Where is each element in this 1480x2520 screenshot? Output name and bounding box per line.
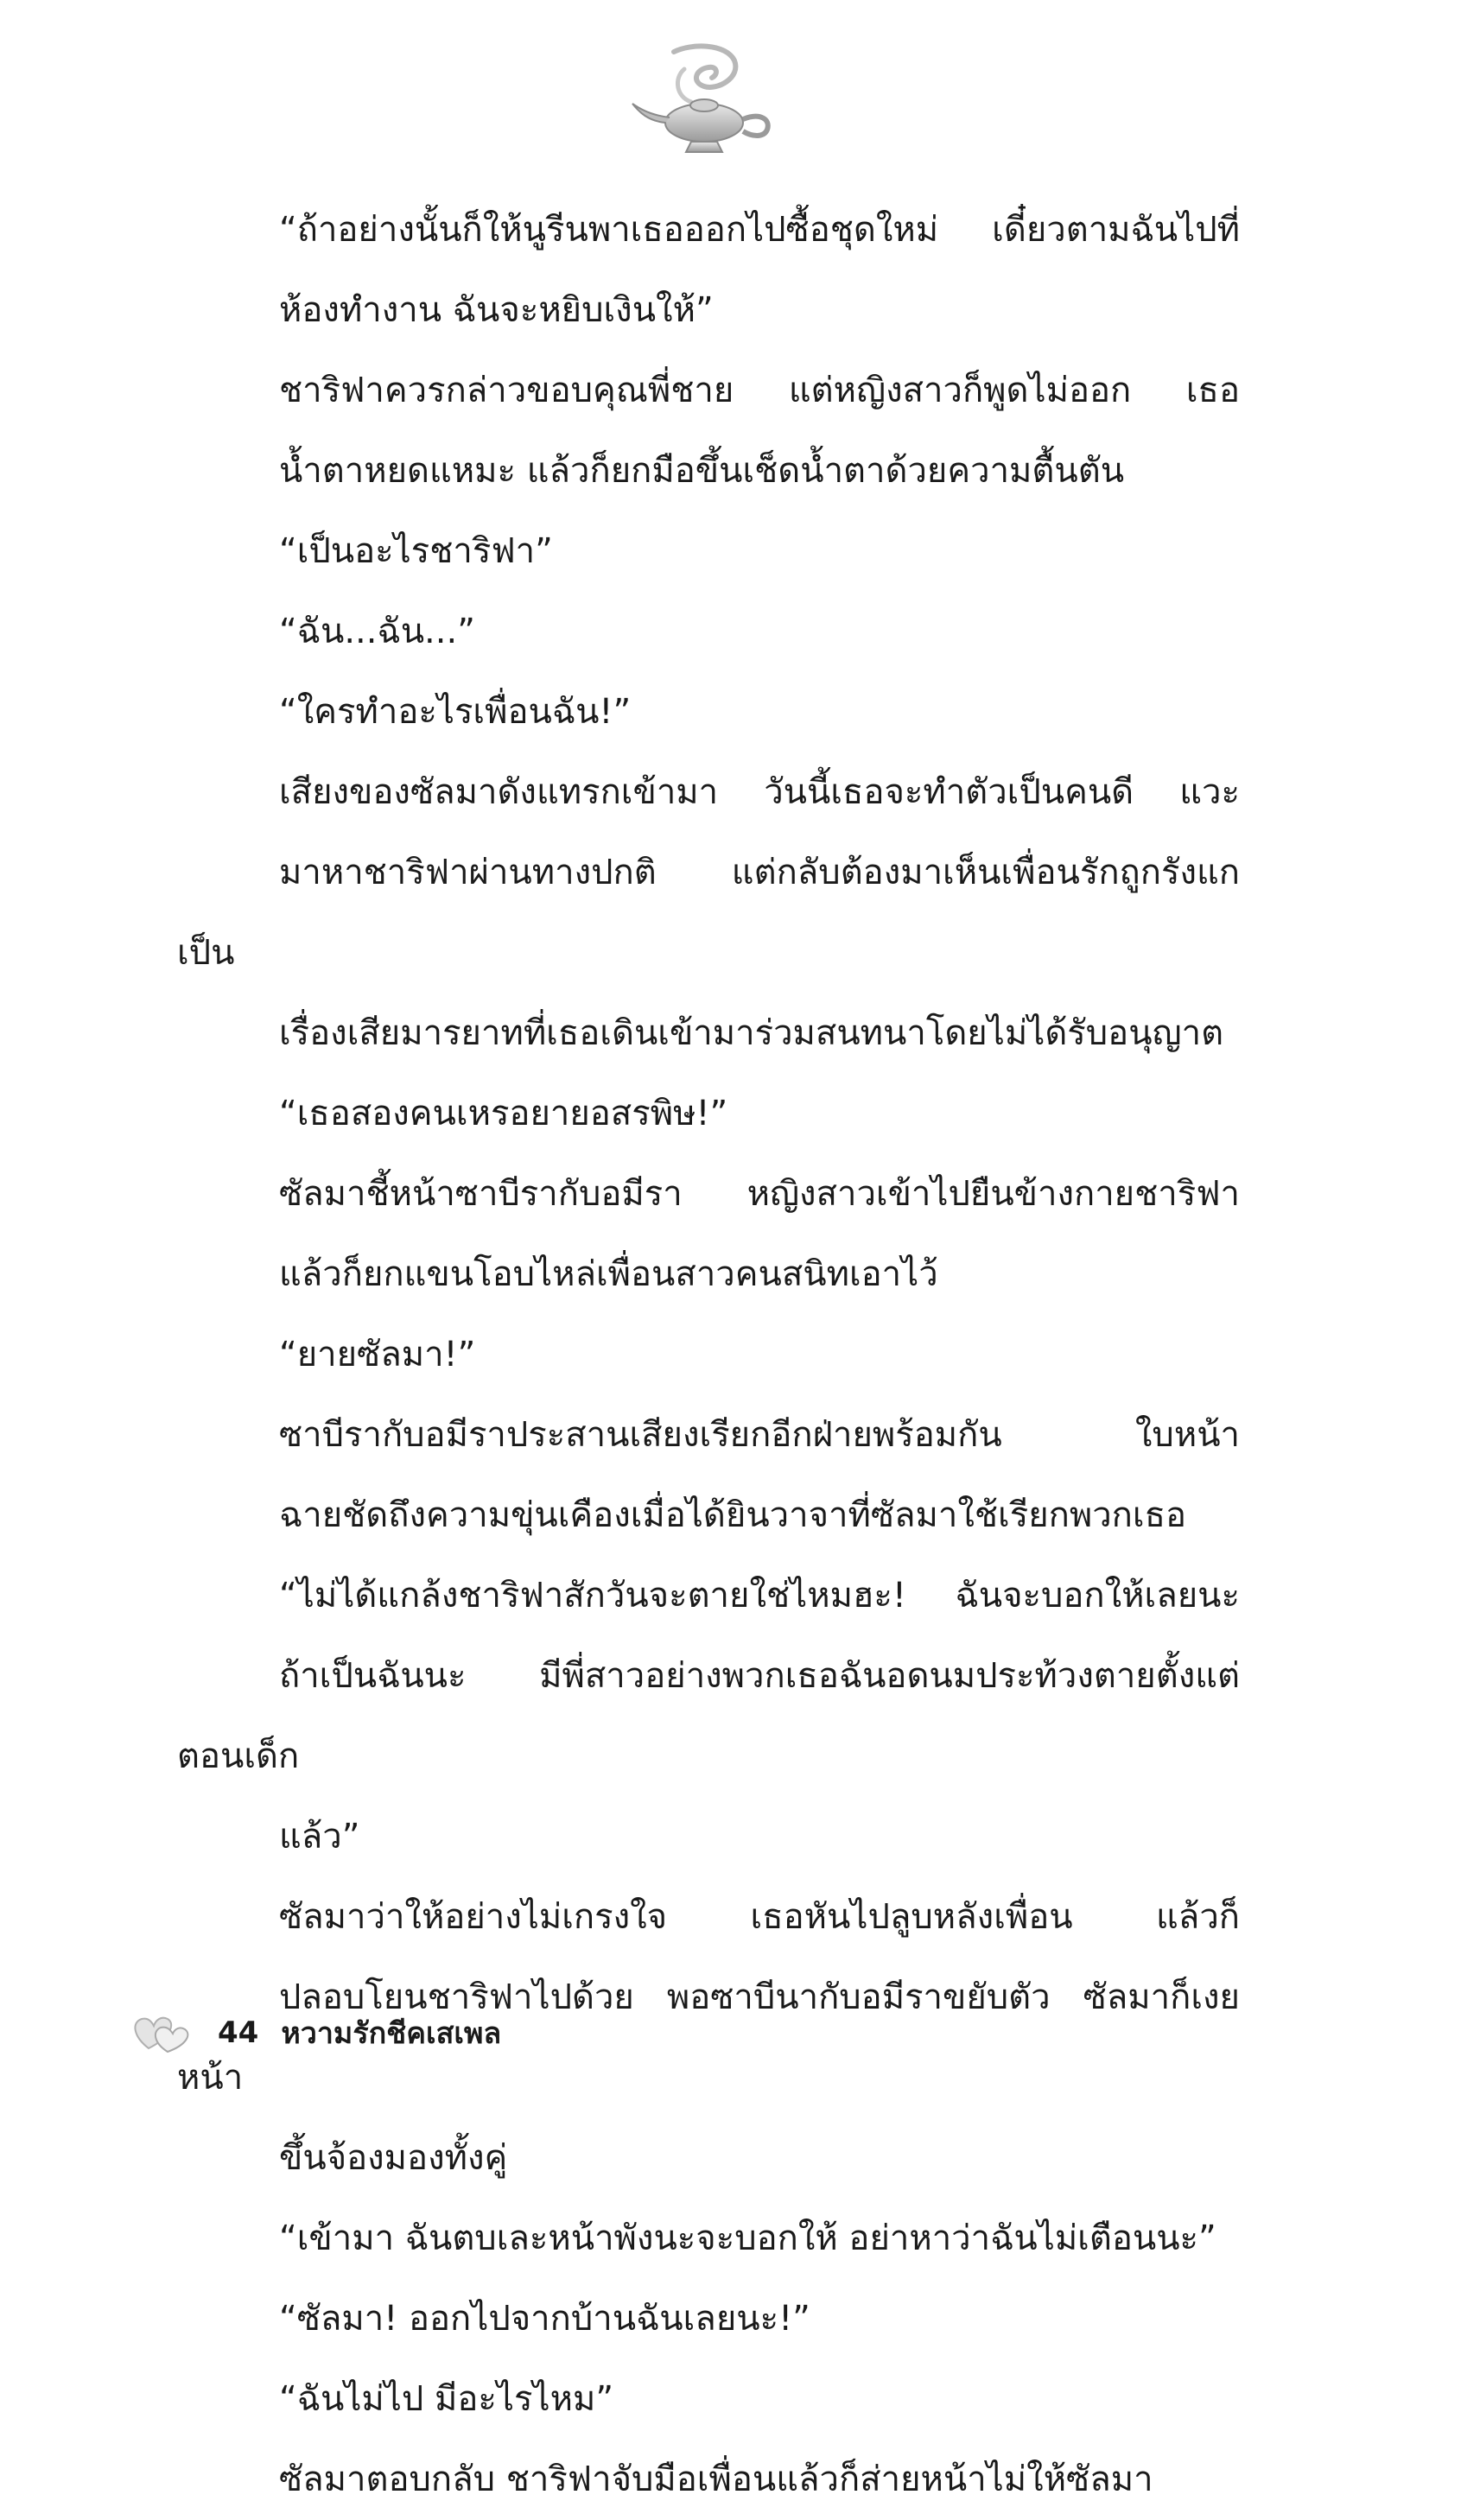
text-line: ซัลมาชี้หน้าซาบีรากับอมีรา หญิงสาวเข้าไปยืนข้างกายชาริฟา <box>279 1174 1240 1214</box>
text-line: เสียงของซัลมาดังแทรกเข้ามา วันนี้เธอจะทำตัวเป็นคนดี แวะ <box>279 772 1240 812</box>
text-line: “เข้ามา ฉันตบเละหน้าพังนะจะบอกให้ อย่าหาว่าฉันไม่เตือนนะ” <box>279 2218 1216 2258</box>
text-line: “ถ้าอย่างนั้นก็ให้นูรีนพาเธอออกไปซื้อชุดใหม่ เดี๋ยวตามฉันไปที่ <box>279 210 1240 250</box>
text-line: “ยายซัลมา!” <box>279 1335 476 1374</box>
paragraph <box>177 2279 1240 2359</box>
text-line: ขึ้นจ้องมองทั้งคู่ <box>279 2138 508 2178</box>
paragraph <box>177 511 1240 592</box>
text-line: “เธอสองคนเหรอยายอสรพิษ!” <box>279 1094 728 1133</box>
paragraph <box>177 752 1240 1074</box>
book-title: หวามรักชีคเสเพล <box>281 2016 502 2051</box>
page-number: 44 <box>218 2015 259 2050</box>
paragraph <box>177 2199 1240 2279</box>
paragraph <box>177 2440 1240 2520</box>
text-line: “ซัลมา! ออกไปจากบ้านฉันเลยนะ!” <box>279 2299 810 2339</box>
paragraph <box>177 1395 1240 1556</box>
text-line: มาหาชาริฟาผ่านทางปกติ แต่กลับต้องมาเห็นเพื่อนรักถูกรังแก เป็น <box>177 853 1240 973</box>
genie-lamp-icon <box>622 43 786 164</box>
paragraph <box>177 1074 1240 1154</box>
paragraph <box>177 1154 1240 1315</box>
hearts-icon <box>130 2010 192 2055</box>
paragraph <box>177 672 1240 752</box>
story-text <box>177 190 1240 2520</box>
text-line: ห้องทำงาน ฉันจะหยิบเงินให้” <box>279 290 714 330</box>
paragraph <box>177 1556 1240 1877</box>
paragraph <box>177 2359 1240 2440</box>
text-line: ซัลมาว่าให้อย่างไม่เกรงใจ เธอหันไปลูบหลังเพื่อน แล้วก็ <box>279 1897 1240 1937</box>
text-line: น้ำตาหยดแหมะ แล้วก็ยกมือขึ้นเช็ดน้ำตาด้วยความตื้นตัน <box>279 451 1125 491</box>
text-line: แล้ว” <box>279 1817 360 1857</box>
text-line: เรื่องเสียมารยาทที่เธอเดินเข้ามาร่วมสนทนาโดยไม่ได้รับอนุญาต <box>279 1013 1224 1053</box>
text-line: ซาบีรากับอมีราประสานเสียงเรียกอีกฝ่ายพร้อมกัน ใบหน้า <box>279 1415 1240 1455</box>
paragraph <box>177 592 1240 672</box>
text-line: ฉายชัดถึงความขุ่นเคืองเมื่อได้ยินวาจาที่ซัลมาใช้เรียกพวกเธอ <box>279 1495 1186 1535</box>
paragraph <box>177 1315 1240 1395</box>
text-line: “ใครทำอะไรเพื่อนฉัน!” <box>279 692 632 732</box>
text-line: ปลอบโยนชาริฟาไปด้วย พอซาบีนากับอมีราขยับตัว ซัลมาก็เงยหน้า <box>177 1977 1240 2098</box>
text-line: “ไม่ได้แกล้งชาริฟาสักวันจะตายใช่ไหมฮะ! ฉันจะบอกให้เลยนะ <box>279 1576 1240 1615</box>
page-footer <box>130 2003 501 2063</box>
paragraph <box>177 190 1240 351</box>
text-line: “ฉัน...ฉัน...” <box>279 612 475 651</box>
text-line: “ฉันไม่ไป มีอะไรไหม” <box>279 2379 614 2419</box>
paragraph <box>177 351 1240 511</box>
text-line: ซัลมาตอบกลับ ชาริฟาจับมือเพื่อนแล้วก็ส่ายหน้าไม่ให้ซัลมา <box>279 2460 1153 2499</box>
text-line: ชาริฟาควรกล่าวขอบคุณพี่ชาย แต่หญิงสาวก็พูดไม่ออก เธอ <box>279 371 1240 410</box>
text-line: “เป็นอะไรชาริฟา” <box>279 531 553 571</box>
text-line: แล้วก็ยกแขนโอบไหล่เพื่อนสาวคนสนิทเอาไว้ <box>279 1254 938 1294</box>
text-line: ถ้าเป็นฉันนะ มีพี่สาวอย่างพวกเธอฉันอดนมประท้วงตายตั้งแต่ตอนเด็ก <box>177 1656 1240 1776</box>
